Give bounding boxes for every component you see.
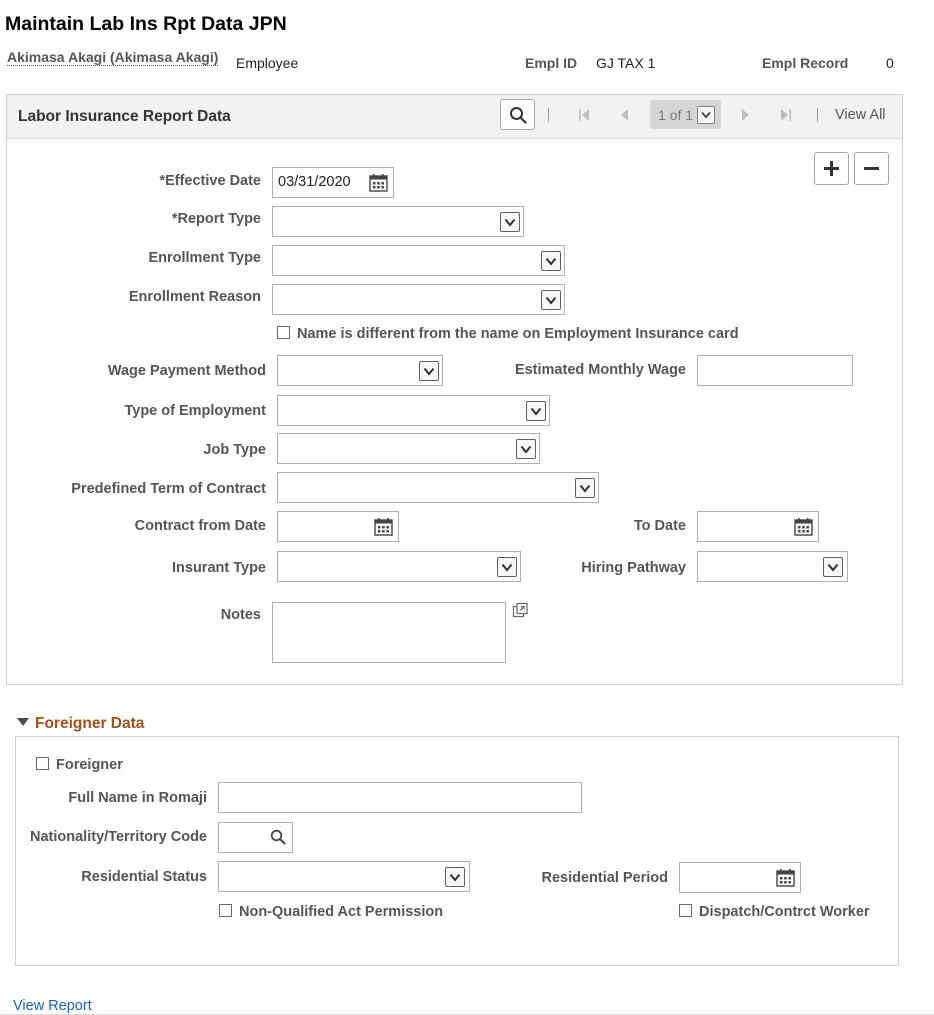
- chevron-down-icon: [701, 111, 711, 119]
- enrollment-reason-select[interactable]: [272, 284, 565, 315]
- non-qualified-checkbox[interactable]: [219, 904, 232, 917]
- wage-payment-method-select[interactable]: [277, 355, 443, 386]
- foreigner-label: Foreigner: [56, 757, 123, 773]
- expand-textarea-icon[interactable]: [512, 602, 529, 619]
- enrollment-type-select[interactable]: [272, 245, 565, 276]
- insurant-type-select[interactable]: [277, 551, 521, 582]
- non-qualified-label: Non-Qualified Act Permission: [239, 904, 444, 920]
- last-icon[interactable]: [780, 108, 792, 122]
- enrollment-type-label: Enrollment Type: [148, 250, 261, 266]
- report-type-dropdown[interactable]: [500, 212, 520, 232]
- pager-dropdown[interactable]: [650, 100, 721, 129]
- nationality-code-input[interactable]: [218, 822, 293, 853]
- foreigner-section-title[interactable]: Foreigner Data: [35, 715, 145, 732]
- residential-status-dropdown[interactable]: [445, 867, 465, 887]
- predefined-term-select[interactable]: [277, 472, 599, 503]
- calendar-icon[interactable]: [374, 518, 393, 536]
- view-all-link[interactable]: View All: [835, 107, 886, 123]
- foreigner-group-box: [15, 736, 899, 966]
- employee-name-link[interactable]: Akimasa Akagi (Akimasa Akagi): [7, 49, 219, 65]
- predefined-term-label: Predefined Term of Contract: [71, 481, 266, 497]
- previous-icon[interactable]: [619, 108, 629, 122]
- dispatch-worker-label: Dispatch/Contrct Worker: [699, 904, 870, 920]
- calendar-icon[interactable]: [794, 518, 813, 536]
- search-icon: [509, 106, 527, 124]
- contract-from-date-label: Contract from Date: [134, 518, 266, 534]
- lookup-icon[interactable]: [270, 829, 286, 845]
- calendar-icon[interactable]: [776, 869, 795, 887]
- type-of-employment-label: Type of Employment: [124, 403, 266, 419]
- labor-insurance-panel: [6, 94, 903, 685]
- wage-payment-method-dropdown[interactable]: [419, 361, 439, 381]
- pager-text: 1 of 1: [658, 107, 694, 123]
- nationality-code-label: Nationality/Territory Code: [30, 829, 207, 845]
- remove-icon: [863, 160, 880, 177]
- job-type-label: Job Type: [203, 442, 266, 458]
- insurant-type-dropdown[interactable]: [497, 557, 517, 577]
- residential-status-select[interactable]: [218, 861, 470, 892]
- name-different-checkbox[interactable]: [277, 326, 290, 339]
- pager-dropdown-button[interactable]: [697, 106, 715, 124]
- calendar-icon[interactable]: [369, 174, 388, 192]
- enrollment-type-dropdown[interactable]: [541, 251, 561, 271]
- chevron-down-icon: [545, 257, 557, 266]
- employee-type: Employee: [236, 55, 299, 71]
- remove-row-button[interactable]: [854, 152, 889, 185]
- add-row-button[interactable]: [814, 152, 849, 185]
- next-icon[interactable]: [741, 108, 751, 122]
- type-of-employment-dropdown[interactable]: [526, 401, 546, 421]
- name-different-label: Name is different from the name on Employment Insurance card: [297, 326, 739, 342]
- page-title: Maintain Lab Ins Rpt Data JPN: [5, 13, 287, 35]
- chevron-down-icon: [530, 407, 542, 416]
- effective-date-value: 03/31/2020: [278, 174, 351, 190]
- chevron-down-icon: [579, 484, 591, 493]
- view-report-link[interactable]: View Report: [13, 998, 92, 1014]
- chevron-down-icon: [827, 563, 839, 572]
- hiring-pathway-label: Hiring Pathway: [581, 560, 686, 576]
- report-type-select[interactable]: [272, 206, 524, 237]
- estimated-monthly-wage-input[interactable]: [697, 355, 853, 386]
- hiring-pathway-dropdown[interactable]: [823, 557, 843, 577]
- first-icon[interactable]: [578, 108, 590, 122]
- dispatch-worker-checkbox[interactable]: [679, 904, 692, 917]
- job-type-select[interactable]: [277, 433, 540, 464]
- search-button[interactable]: [500, 99, 535, 130]
- insurant-type-label: Insurant Type: [172, 560, 266, 576]
- separator: [548, 108, 549, 122]
- report-type-label: *Report Type: [171, 211, 261, 227]
- collapse-triangle-icon[interactable]: [17, 718, 29, 726]
- residential-period-field[interactable]: [679, 862, 801, 893]
- chevron-down-icon: [545, 296, 557, 305]
- residential-period-label: Residential Period: [541, 870, 668, 886]
- full-name-romaji-label: Full Name in Romaji: [68, 790, 207, 806]
- wage-payment-method-label: Wage Payment Method: [107, 363, 266, 379]
- residential-status-label: Residential Status: [81, 869, 207, 885]
- effective-date-label: *Effective Date: [159, 173, 261, 189]
- job-type-dropdown[interactable]: [516, 439, 536, 459]
- enrollment-reason-dropdown[interactable]: [541, 290, 561, 310]
- enrollment-reason-label: Enrollment Reason: [128, 289, 261, 305]
- add-icon: [823, 160, 840, 177]
- contract-from-date-field[interactable]: [277, 511, 399, 542]
- to-date-label: To Date: [633, 518, 686, 534]
- panel-header: [7, 95, 902, 139]
- notes-label: Notes: [220, 607, 261, 623]
- to-date-field[interactable]: [697, 511, 819, 542]
- full-name-romaji-input[interactable]: [218, 782, 582, 813]
- chevron-down-icon: [449, 873, 461, 882]
- chevron-down-icon: [504, 218, 516, 227]
- empl-id-label: Empl ID: [525, 55, 578, 71]
- empl-id-value: GJ TAX 1: [596, 55, 656, 71]
- effective-date-field[interactable]: [272, 167, 394, 198]
- estimated-monthly-wage-label: Estimated Monthly Wage: [514, 362, 686, 378]
- separator: [817, 108, 818, 122]
- chevron-down-icon: [423, 367, 435, 376]
- chevron-down-icon: [520, 445, 532, 454]
- empl-record-value: 0: [886, 55, 894, 71]
- hiring-pathway-select[interactable]: [697, 551, 848, 582]
- panel-title: Labor Insurance Report Data: [18, 108, 231, 125]
- chevron-down-icon: [501, 563, 513, 572]
- notes-textarea[interactable]: [272, 602, 506, 663]
- type-of-employment-select[interactable]: [277, 395, 550, 426]
- predefined-term-dropdown[interactable]: [575, 478, 595, 498]
- empl-record-label: Empl Record: [762, 55, 849, 71]
- foreigner-checkbox[interactable]: [36, 757, 49, 770]
